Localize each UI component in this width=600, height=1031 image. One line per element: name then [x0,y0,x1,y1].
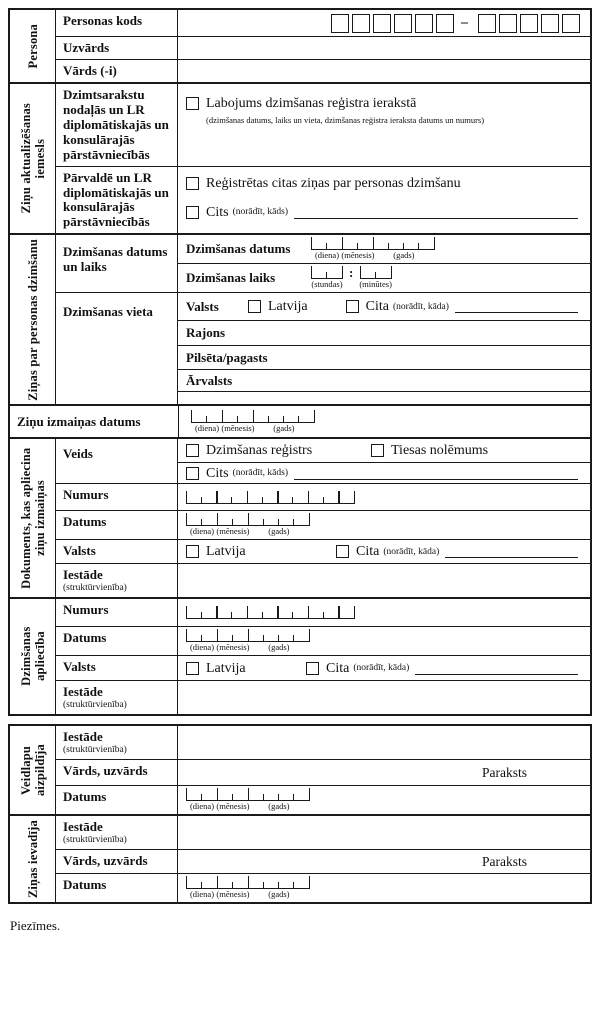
apliecibas-datums-input[interactable]: (diena) (mēnesis) (gads) [186,629,310,653]
dzimsanas-datums-label: Dzimšanas datums [186,241,291,257]
apl-valsts-label: Valsts [56,656,178,680]
dzimtsarakstu-label: Dzimtsarakstu nodaļās un LR diplomātiskajās un konsulārajās pārstāvniecībās [56,84,178,166]
dok-numurs-label: Numurs [56,484,178,510]
zinu-izmainas-datums-input[interactable]: (diena) (mēnesis) (gads) [191,410,315,434]
iev-paraksts-label: Paraksts [482,853,527,869]
section-izmainas-datums [10,404,590,437]
section-dzimsana-label: Ziņas par personas dzimšanu [25,238,40,401]
valsts-cita-checkbox[interactable] [346,300,359,313]
section-aizpildija-label: Veidlapu aizpildīja [18,744,47,797]
aizp-iestade-label: Iestāde (struktūrvienība) [56,726,178,759]
apl-cita-checkbox[interactable] [306,662,319,675]
registretas-citas-zinas-option [186,176,461,191]
section-aplieciba [10,597,590,714]
valsts-cita-label: Cita [365,299,389,315]
section-aplieciba-label: Dzimšanas apliecība [18,627,47,687]
cits-note: (norādīt, kāds) [232,207,288,218]
apliecibas-numurs-input[interactable] [186,606,355,619]
registretas-citas-zinas-checkbox[interactable] [186,177,199,190]
section-persona-label: Persona [25,23,40,69]
valsts-latvija-option [248,299,308,314]
dok-latvija-label: Latvija [206,544,246,560]
section-dokuments [10,437,590,597]
labojums-cell [178,84,590,166]
dok-iestade-input[interactable] [178,564,590,597]
veids-label: Veids [56,439,178,483]
personas-kods-input[interactable] [328,14,582,33]
apl-cita-note: (norādīt, kāda) [353,663,410,674]
section-ievadija-label: Ziņas ievadīja [25,820,40,899]
section-aktualizesana-label: Ziņu aktualizēšanas iemesls [18,103,47,214]
section-aizpildija [10,726,590,814]
dok-cita-note: (norādīt, kāda) [383,546,440,557]
aizp-datums-label: Datums [56,786,178,814]
aizp-paraksts-label: Paraksts [482,764,527,780]
dzimsanas-vieta-label: Dzimšanas vieta [56,293,178,404]
tiesas-nolemums-checkbox[interactable] [371,444,384,457]
valsts-cita-fill-line[interactable] [455,300,578,313]
dok-cita-fill-line[interactable] [445,545,578,558]
valsts-latvija-label: Latvija [268,299,308,315]
apl-latvija-checkbox[interactable] [186,662,199,675]
tiesas-nolemums-label: Tiesas nolēmums [391,443,489,459]
dok-latvija-checkbox[interactable] [186,545,199,558]
personas-kods-dash: – [461,15,468,30]
dok-cita-label: Cita [356,544,380,560]
apl-iestade-label: Iestāde (struktūrvienība) [56,681,178,714]
zinu-izmainas-datums-label: Ziņu izmaiņas datums [10,406,179,437]
valsts-latvija-checkbox[interactable] [248,300,261,313]
form-table-signatures [8,724,592,904]
iev-vards-input[interactable] [178,850,590,873]
veids-cits-fill-line[interactable] [294,467,578,480]
cits-label: Cits [206,204,229,220]
pilseta-pagasts-label: Pilsēta/pagasts [186,349,268,365]
labojums-checkbox[interactable] [186,97,199,110]
dok-datums-label: Datums [56,511,178,539]
dzimsanas-registrs-option [186,443,371,458]
veids-cits-label: Cits [206,465,229,481]
aizpildija-datums-input[interactable]: (diena) (mēnesis) (gads) [186,788,310,812]
dok-latvija-option [186,544,336,559]
labojums-option [186,96,416,111]
apl-latvija-option [186,661,306,676]
personas-kods-cell [178,10,590,36]
uzvards-input[interactable] [178,37,590,59]
section-aktualizesana [10,82,590,233]
dzimsanas-registrs-label: Dzimšanas reģistrs [206,443,313,459]
iev-iestade-input[interactable] [178,816,590,849]
labojums-note: (dzimšanas datums, laiks un vieta, dzimšanas reģistra ieraksta datums un numurs) [206,115,485,126]
apl-cita-label: Cita [326,660,350,676]
apl-latvija-label: Latvija [206,660,246,676]
personas-kods-boxes-2[interactable] [475,14,580,33]
apl-iestade-input[interactable] [178,681,590,714]
aizp-iestade-input[interactable] [178,726,590,759]
section-ievadija [10,814,590,902]
aizp-vards-label: Vārds, uzvārds [56,760,178,785]
dok-iestade-label: Iestāde (struktūrvienība) [56,564,178,597]
form-table-main [8,8,592,716]
valsts-cita-option [346,299,582,314]
personas-kods-boxes-1[interactable] [328,14,454,33]
parvalde-label: Pārvaldē un LR diplomātiskajās un konsulārajās pārstāvniecībās [56,167,178,234]
cits-checkbox[interactable] [186,206,199,219]
dzimsanas-registrs-checkbox[interactable] [186,444,199,457]
aizp-vards-input[interactable] [178,760,590,785]
dzimsanas-laiks-label: Dzimšanas laiks [186,270,276,286]
dzimsanas-laiks-input[interactable]: (stundas) : (minūtes) [311,264,392,290]
iev-iestade-label: Iestāde (struktūrvienība) [56,816,178,849]
dok-cita-option [336,544,582,559]
section-persona [10,10,590,82]
rajons-label: Rajons [186,325,226,341]
apl-numurs-label: Numurs [56,599,178,626]
section-dzimsana [10,233,590,404]
veids-cits-option [186,466,582,481]
veids-cits-note: (norādīt, kāds) [232,468,288,479]
dok-cita-checkbox[interactable] [336,545,349,558]
dokumenta-numurs-input[interactable] [186,491,355,504]
registretas-citas-zinas-label: Reģistrētas citas ziņas par personas dzimšanu [206,175,461,191]
labojums-option-label: Labojums dzimšanas reģistra ierakstā [206,95,417,111]
iev-datums-label: Datums [56,874,178,902]
citas-zinas-cell [178,167,590,234]
dok-valsts-label: Valsts [56,540,178,563]
personas-kods-label: Personas kods [56,10,178,36]
tiesas-nolemums-option [371,443,488,458]
ievadija-datums-input[interactable]: (diena) (mēnesis) (gads) [186,876,310,900]
valsts-label: Valsts [186,298,219,314]
section-dokuments-label: Dokuments, kas apliecina ziņu izmaiņas [18,447,47,589]
vards-label: Vārds (-i) [56,60,178,82]
apl-cita-fill-line[interactable] [415,662,578,675]
apl-datums-label: Datums [56,627,178,655]
dokumenta-datums-input[interactable]: (diena) (mēnesis) (gads) [186,513,310,537]
cits-fill-line[interactable] [294,206,578,219]
vards-input[interactable] [178,60,590,82]
dzimsanas-datums-laiks-label: Dzimšanas datums un laiks [56,235,178,292]
veids-cits-checkbox[interactable] [186,467,199,480]
apl-cita-option [306,661,582,676]
dzimsanas-datums-input[interactable]: (diena) (mēnesis) (gads) [311,237,435,261]
cits-option [186,205,582,220]
iev-vards-label: Vārds, uzvārds [56,850,178,873]
vieta-extra-input[interactable] [178,391,590,404]
uzvards-label: Uzvārds [56,37,178,59]
valsts-cita-note: (norādīt, kāda) [393,301,449,312]
arvalsts-label: Ārvalsts [186,372,233,388]
piezimes-label: Piezīmes. [10,918,61,934]
zinu-izmainas-datums-cell [179,406,590,437]
